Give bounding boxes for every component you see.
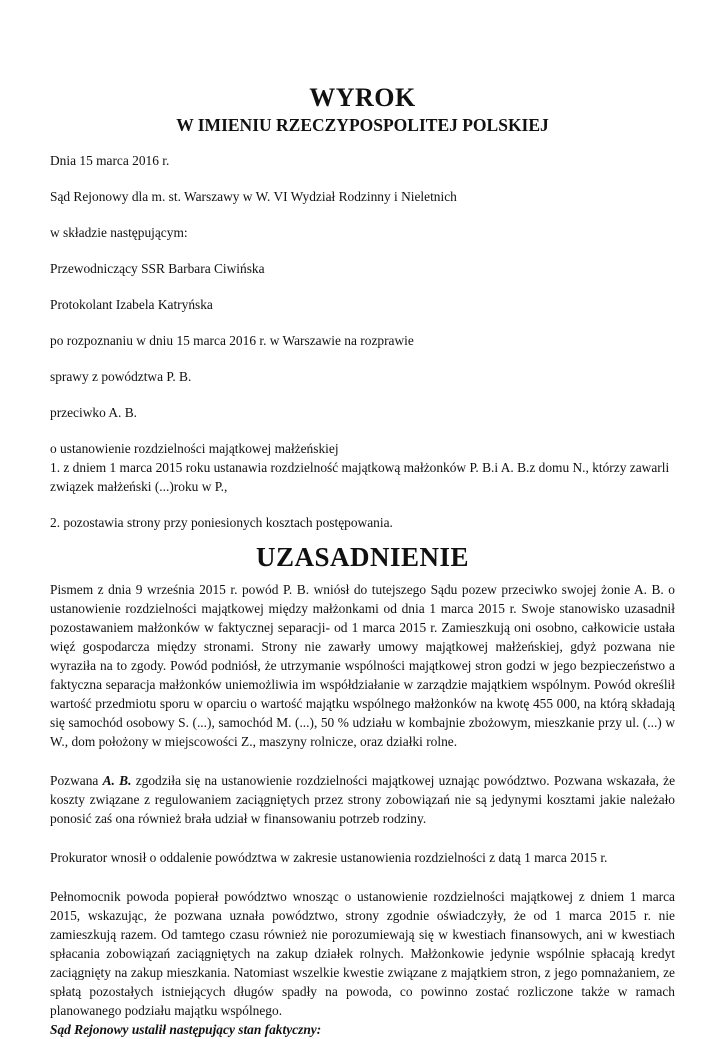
defendant-name-emphasis: A. B. xyxy=(102,773,132,788)
composition-label: w składzie następującym: xyxy=(50,225,188,240)
court-name: Sąd Rejonowy dla m. st. Warszawy w W. VI Wydział Rodzinny i Nieletnich xyxy=(50,189,457,204)
justification-paragraph-3: Prokurator wnosił o oddalenie powództwa w zakresie ustanowienia rozdzielności z datą 1 marca 2015 r. xyxy=(50,850,608,865)
justification-paragraph-1: Pismem z dnia 9 września 2015 r. powód P. B. wniósł do tutejszego Sądu pozew przeciwko swojej żonie A. B. o ustanowienie rozdzielności majątkowej między małżonkami od dnia 1 marca 2015 r. Swoje stanowisko uzasadnił pozostawaniem małżonków w faktycznej separacji- od 1 marca 2015 r. Zamieszkują oni osobno, całkowicie ustała więź gospodarcza między stronami. Strony nie zawarły umowy majątkowej małżeńskiej, gdyż pozwana nie wyraziła na to zgody. Powód podniósł, że utrzymanie wspólności majątkowej stron godzi w jego bezpieczeństwo a faktyczna separacja małżonków uniemożliwia im współdziałanie w zarządzie majątkiem wspólnym. Powód określił wartość przedmiotu sporu w oparciu o wartość majątku wspólnego małżonków na kwotę 455 000, na którą składają się samochód osobowy S. (...), samochód M. (...), 50 % udziału w kombajnie zbożowym, mieszkanie przy ul. (...) w W., dom położony w miejscowości Z., maszyny rolnicze, oraz działki rolne. xyxy=(50,582,675,749)
ruling-item-1: 1. z dniem 1 marca 2015 roku ustanawia rozdzielność majątkową małżonków P. B.i A. B.z domu N., którzy zawarli związek małżeński (...)roku w P., xyxy=(50,460,670,494)
ruling-item-2: 2. pozostawia strony przy poniesionych kosztach postępowania. xyxy=(50,515,393,530)
paragraph-2-prefix: Pozwana xyxy=(50,773,103,788)
document-title: WYROK xyxy=(309,83,416,112)
court-reporter: Protokolant Izabela Katryńska xyxy=(50,297,213,312)
justification-heading: UZASADNIENIE xyxy=(255,542,470,572)
case-subject: o ustanowienie rozdzielności majątkowej małżeńskiej xyxy=(50,441,339,456)
findings-heading: Sąd Rejonowy ustalił następujący stan faktyczny: xyxy=(50,1022,322,1037)
hearing-info: po rozpoznaniu w dniu 15 marca 2016 r. w Warszawie na rozprawie xyxy=(50,333,414,348)
document-subtitle: W IMIENIU RZECZYPOSPOLITEJ POLSKIEJ xyxy=(176,115,549,135)
paragraph-2-rest: zgodziła się na ustanowienie rozdzielności majątkowej uznając powództwo. Pozwana wskazała, że koszty związane z regulowaniem zaciągniętych przez strony zobowiązań nie są jedynymi kosztami jakie należało ponosić zaś ona również brała udział w finansowaniu potrzeb rodziny. xyxy=(50,773,676,826)
defendant: przeciwko A. B. xyxy=(50,405,138,420)
plaintiff: sprawy z powództwa P. B. xyxy=(50,369,192,384)
judgment-date: Dnia 15 marca 2016 r. xyxy=(50,153,170,168)
justification-paragraph-2 xyxy=(50,771,675,828)
presiding-judge: Przewodniczący SSR Barbara Ciwińska xyxy=(50,261,265,276)
justification-paragraph-4: Pełnomocnik powoda popierał powództwo wnosząc o ustanowienie rozdzielności majątkowej z dniem 1 marca 2015, wskazując, że pozwana uznała powództwo, strony zgodnie oświadczyły, że od 1 marca 2015 r. nie zamieszkują razem. Od tamtego czasu również nie porozumiewają się w kwestiach finansowych, ani w kwestiach spłacania zobowiązań zaciągniętych na zakup działek rolnych. Małżonkowie jedynie wspólnie spłacają kredyt zaciągnięty na zakup mieszkania. Natomiast wszelkie kwestie związane z majątkiem stron, z jego pomnażaniem, ze spłatą pozostałych istniejących długów spadły na powoda, co powinno zostać rozliczone także w ramach planowanego podziału majątku wspólnego. xyxy=(50,889,675,1018)
